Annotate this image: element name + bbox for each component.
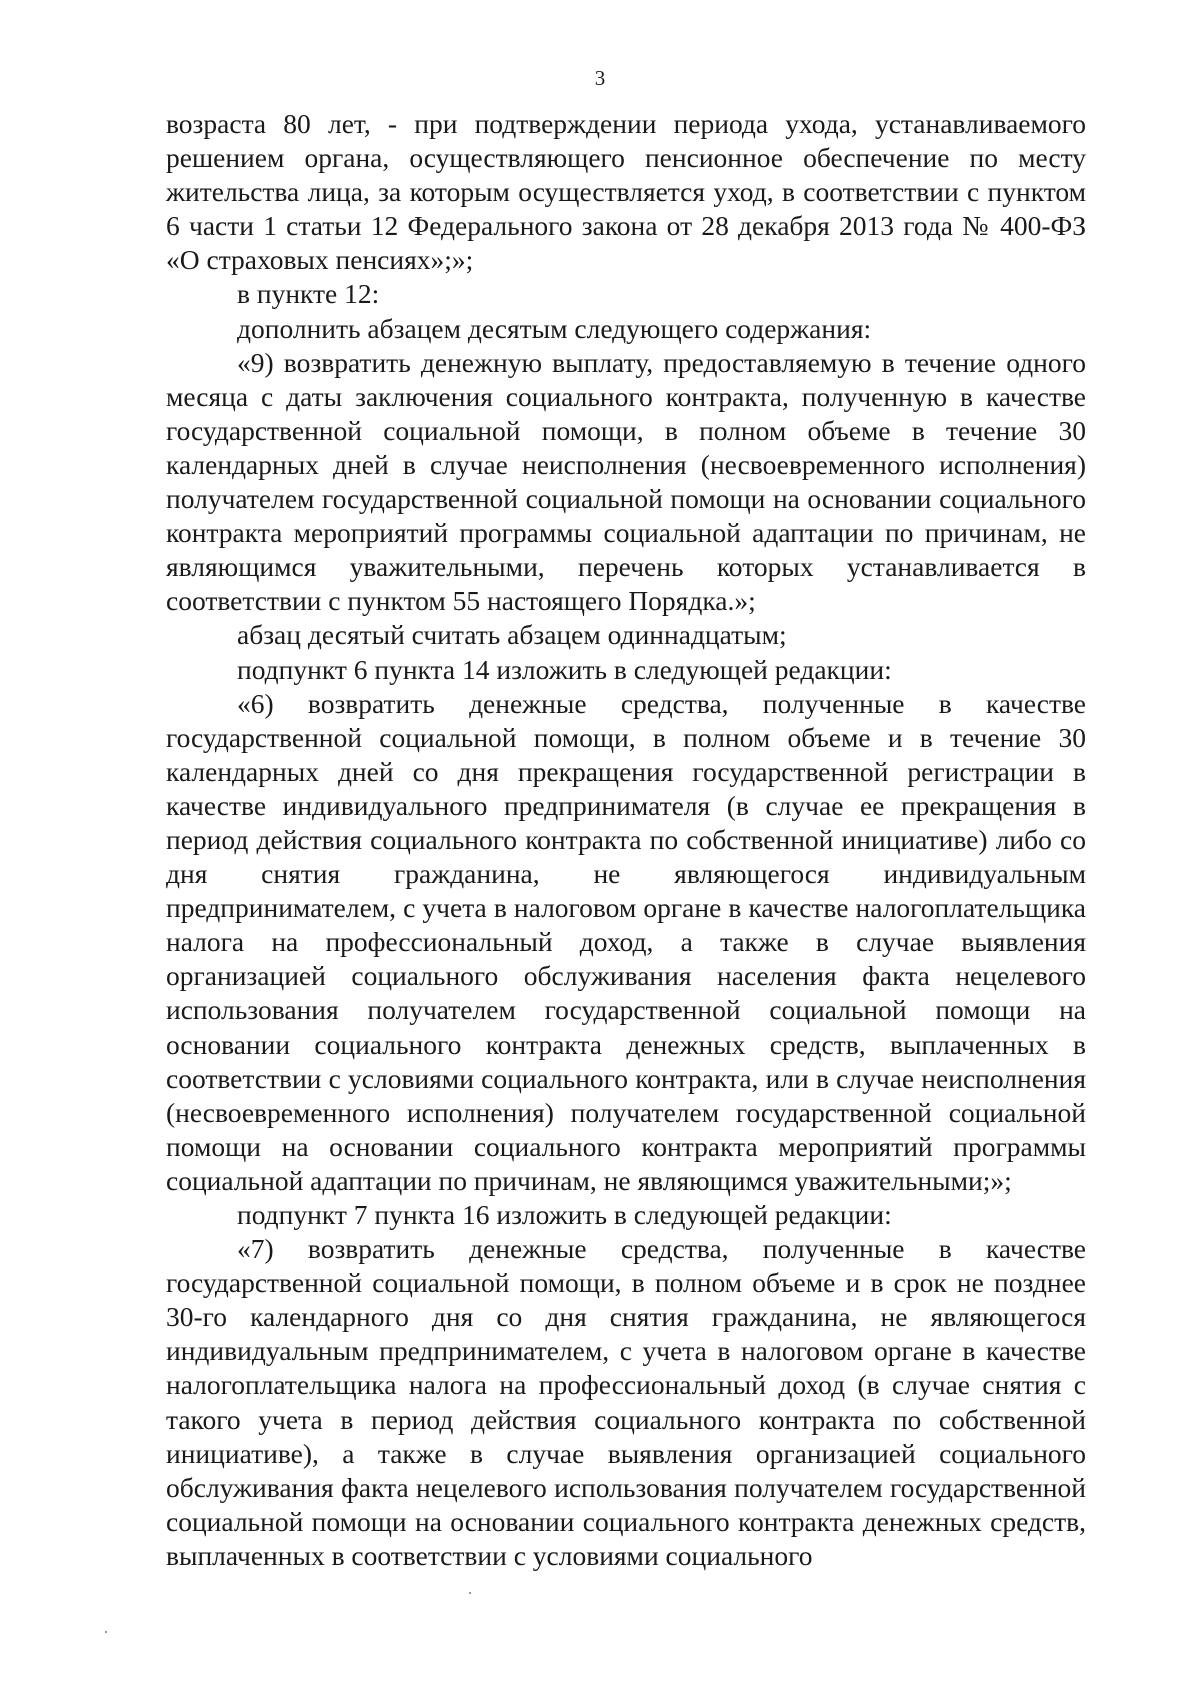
paragraph-quoted-item-9: «9) возвратить денежную выплату, предоставляемую в течение одного месяца с даты заключения социального контракта, полученную в качестве государственной социальной помощи, в полном объеме в течение 30 календарных дней в случае неисполнения (несвоевременного исполнения) получателем государственной социальной помощи на основании социального контракта мероприятий программы социальной адаптации по причинам, не являющимся уважительными, перечень которых устанавливается в соответствии с пунктом 55 настоящего Порядка.»; (166, 346, 1086, 617)
paragraph-add-tenth-subparagraph: дополнить абзацем десятым следующего содержания: (237, 312, 872, 344)
page-number: 3 (594, 66, 606, 90)
paragraph-subpoint-7-point-16: подпункт 7 пункта 16 изложить в следующей редакции: (237, 1199, 892, 1230)
document-body (166, 107, 1086, 1573)
scan-speck (105, 1631, 107, 1633)
paragraph-amendment-point-12: в пункте 12: (237, 278, 380, 310)
paragraph-subpoint-6-point-14: подпункт 6 пункта 14 изложить в следующей редакции: (237, 653, 892, 685)
scan-speck (469, 1592, 471, 1594)
paragraph-continuation: возраста 80 лет, - при подтверждении периода ухода, устанавливаемого решением органа, осуществляющего пенсионное обеспечение по месту жительства лица, за которым осуществляется уход, в соответствии с пунктом 6 части 1 статьи 12 Федерального закона от 28 декабря 2013 года № 400-ФЗ «О страховых пенсиях»;»; (166, 108, 1086, 276)
paragraph-renumber-subparagraph: абзац десятый считать абзацем одиннадцатым; (237, 619, 787, 651)
paragraph-quoted-item-7: «7) возвратить денежные средства, полученные в качестве государственной социальной помощи, в полном объеме и в срок не позднее 30-го календарного дня со дня снятия гражданина, не являющегося индивидуальным предпринимателем, с учета в налоговом органе в качестве налогоплательщика налога на профессиональный доход (в случае снятия с такого учета в период действия социального контракта по собственной инициативе), а также в случае выявления организацией социального обслуживания факта нецелевого использования получателем государственной социальной помощи на основании социального контракта денежных средств, выплаченных в соответствии с условиями социального (166, 1233, 1086, 1571)
paragraph-quoted-item-6: «6) возвратить денежные средства, полученные в качестве государственной социальной помощи, в полном объеме и в течение 30 календарных дней со дня прекращения государственной регистрации в качестве индивидуального предпринимателя (в случае ее прекращения в период действия социального контракта по собственной инициативе) либо со дня снятия гражданина, не являющегося индивидуальным предпринимателем, с учета в налоговом органе в качестве налогоплательщика налога на профессиональный доход, а также в случае выявления организацией социального обслуживания населения факта нецелевого использования получателем государственной социальной помощи на основании социального контракта денежных средств, выплаченных в соответствии с условиями социального контракта, или в случае неисполнения (несвоевременного исполнения) получателем государственной социальной помощи на основании социального контракта мероприятий программы социальной адаптации по причинам, не являющимся уважительными;»; (166, 687, 1086, 1196)
